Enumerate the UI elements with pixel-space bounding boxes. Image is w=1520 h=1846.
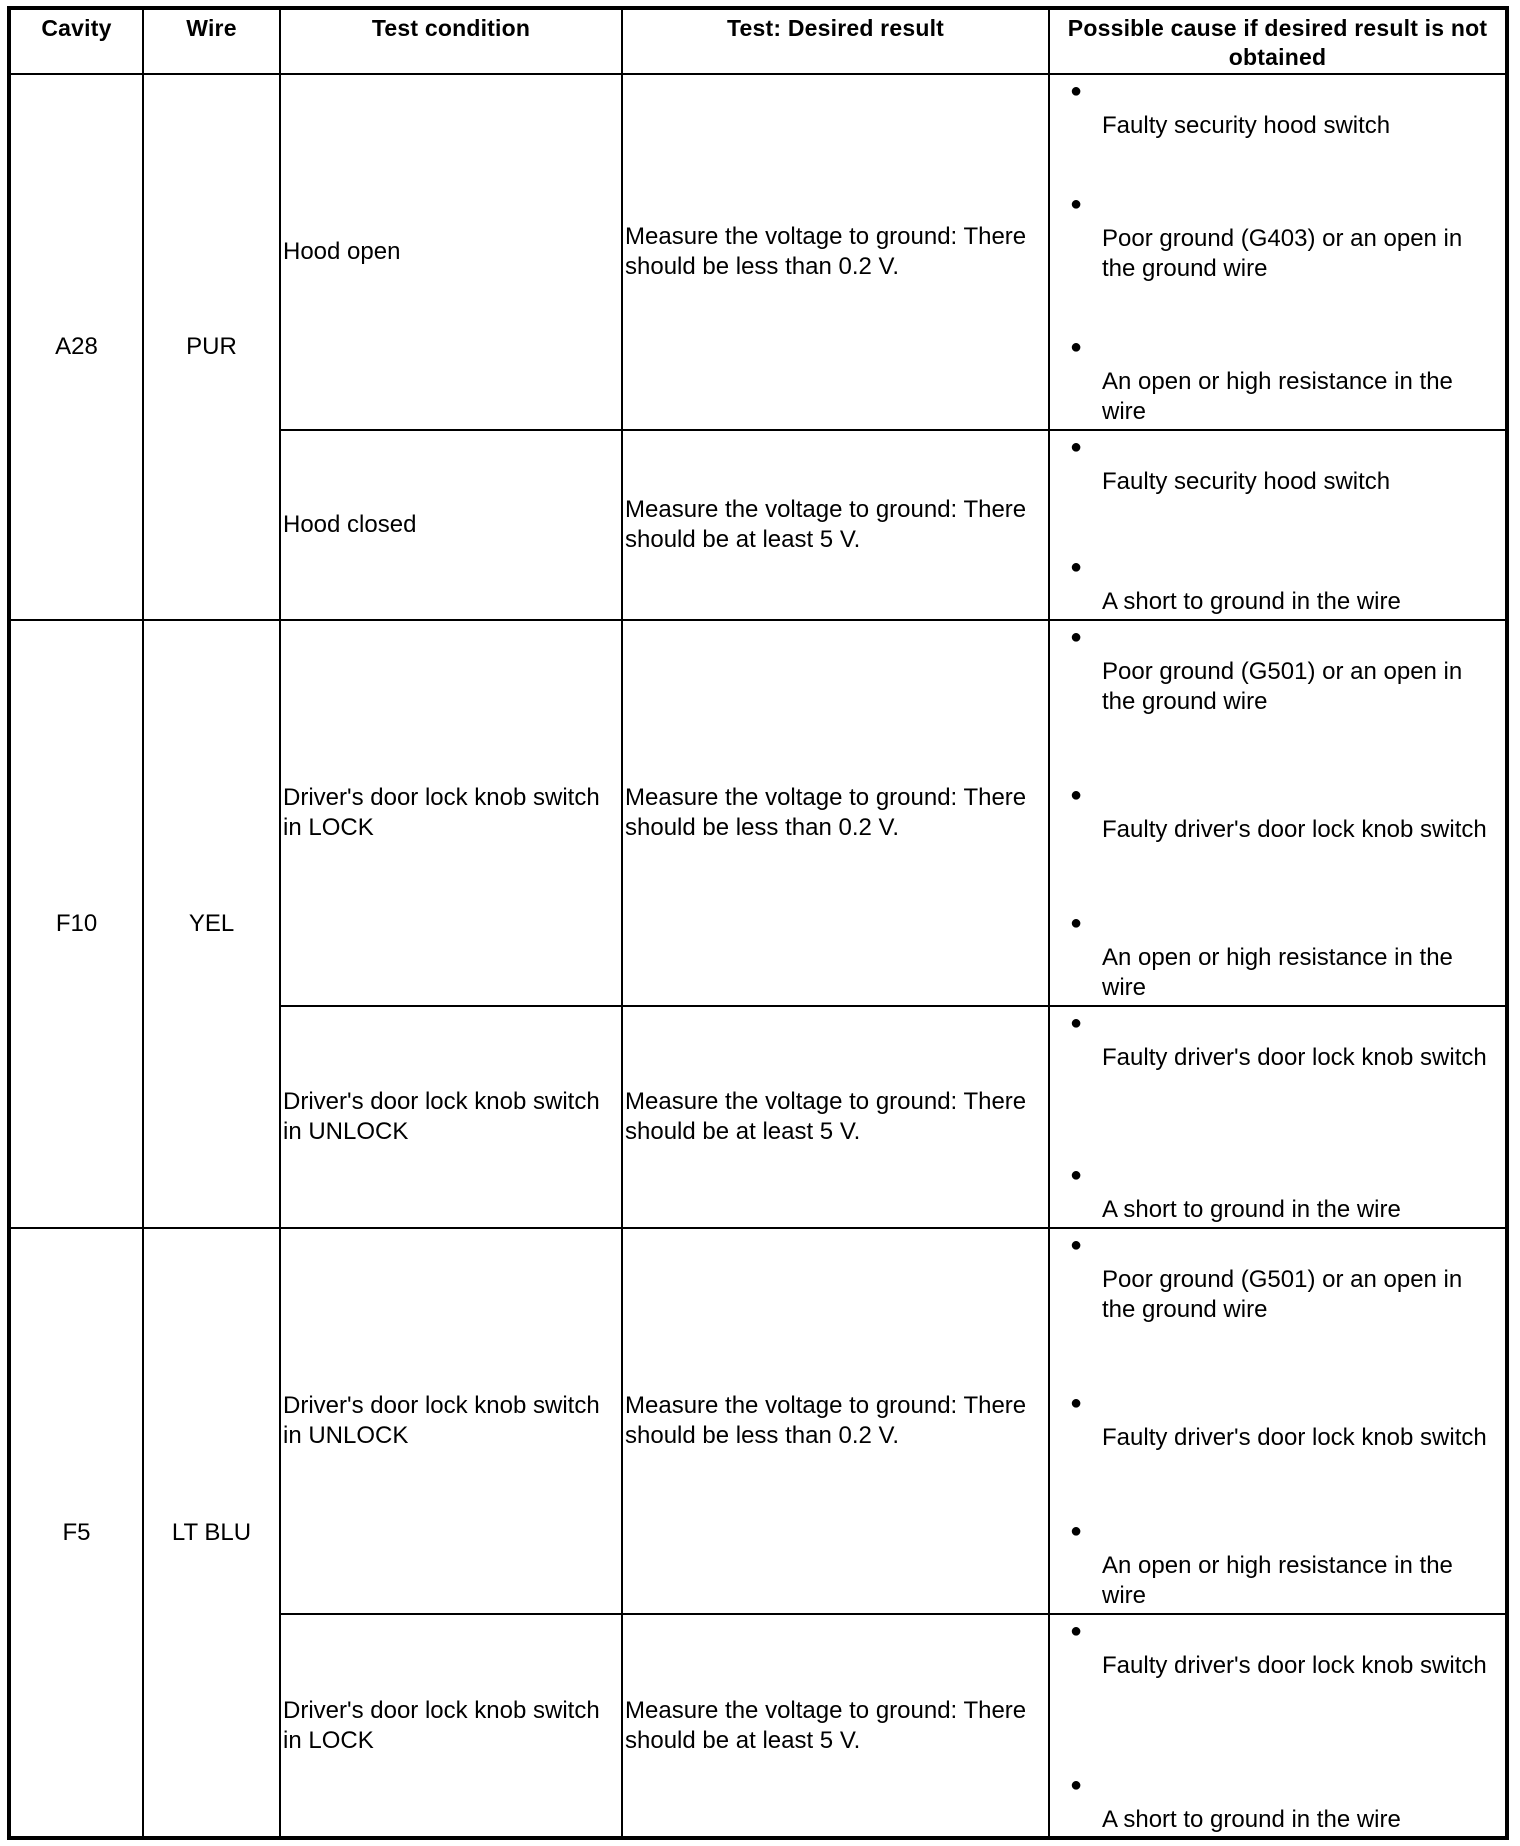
bullet-icon: ● <box>1070 1012 1083 1034</box>
cause-text: Faulty security hood switch <box>1102 468 1391 495</box>
bullet-icon: ● <box>1070 1164 1083 1186</box>
cavity-cell: A28 <box>9 74 143 620</box>
cause-item <box>1050 907 1505 1003</box>
cause-text: Faulty security hood switch <box>1102 112 1391 139</box>
possible-cause-cell <box>1049 620 1507 1006</box>
test-condition-cell: Driver's door lock knob switch in UNLOCK <box>280 1006 622 1228</box>
possible-cause-cell <box>1049 1228 1507 1614</box>
cause-text: A short to ground in the wire <box>1102 1806 1401 1833</box>
bullet-icon: ● <box>1070 1234 1083 1256</box>
cause-item <box>1050 1387 1505 1453</box>
table-row <box>9 1228 1507 1614</box>
test-condition-cell: Driver's door lock knob switch in UNLOCK <box>280 1228 622 1614</box>
wire-cell: PUR <box>143 74 280 620</box>
cause-text: A short to ground in the wire <box>1102 588 1401 615</box>
test-condition-cell: Driver's door lock knob switch in LOCK <box>280 620 622 1006</box>
header-possible-cause: Possible cause if desired result is not obtained <box>1049 8 1507 74</box>
cavity-cell: F5 <box>9 1228 143 1838</box>
cause-text: An open or high resistance in the wire <box>1102 944 1453 1001</box>
wire-cell: YEL <box>143 620 280 1228</box>
bullet-icon: ● <box>1070 436 1083 458</box>
possible-cause-cell <box>1049 1614 1507 1838</box>
bullet-icon: ● <box>1070 1774 1083 1796</box>
bullet-icon: ● <box>1070 336 1083 358</box>
cause-item <box>1050 431 1505 497</box>
header-wire: Wire <box>143 8 280 74</box>
wire-cell: LT BLU <box>143 1228 280 1838</box>
test-condition-cell: Driver's door lock knob switch in LOCK <box>280 1614 622 1838</box>
possible-cause-cell <box>1049 430 1507 620</box>
table-row <box>9 74 1507 430</box>
cause-item <box>1050 331 1505 427</box>
bullet-icon: ● <box>1070 80 1083 102</box>
header-row <box>9 8 1507 74</box>
bullet-icon: ● <box>1070 912 1083 934</box>
cause-text: An open or high resistance in the wire <box>1102 368 1453 425</box>
cause-text: Poor ground (G501) or an open in the ground wire <box>1102 1266 1463 1323</box>
possible-cause-cell <box>1049 1006 1507 1228</box>
cause-list <box>1050 1615 1505 1835</box>
header-cavity: Cavity <box>9 8 143 74</box>
desired-result-cell: Measure the voltage to ground: There should be less than 0.2 V. <box>622 1228 1049 1614</box>
cause-text: A short to ground in the wire <box>1102 1196 1401 1223</box>
bullet-icon: ● <box>1070 784 1083 806</box>
cause-text: Poor ground (G403) or an open in the ground wire <box>1102 225 1463 282</box>
cause-list <box>1050 621 1505 1003</box>
header-test-condition: Test condition <box>280 8 622 74</box>
desired-result-cell: Measure the voltage to ground: There should be at least 5 V. <box>622 430 1049 620</box>
test-table <box>7 6 1509 1840</box>
test-condition-cell: Hood closed <box>280 430 622 620</box>
test-condition-cell: Hood open <box>280 74 622 430</box>
bullet-icon: ● <box>1070 556 1083 578</box>
cause-list <box>1050 431 1505 617</box>
bullet-icon: ● <box>1070 1392 1083 1414</box>
table-row <box>9 620 1507 1006</box>
cause-text: An open or high resistance in the wire <box>1102 1552 1453 1609</box>
cause-text: Poor ground (G501) or an open in the ground wire <box>1102 658 1463 715</box>
cause-item <box>1050 1229 1505 1325</box>
cause-item <box>1050 621 1505 717</box>
cause-list <box>1050 75 1505 427</box>
cause-text: Faulty driver's door lock knob switch <box>1102 1424 1487 1451</box>
cause-item <box>1050 75 1505 141</box>
cause-text: Faulty driver's door lock knob switch <box>1102 1652 1487 1679</box>
desired-result-cell: Measure the voltage to ground: There should be at least 5 V. <box>622 1614 1049 1838</box>
cavity-cell: F10 <box>9 620 143 1228</box>
bullet-icon: ● <box>1070 626 1083 648</box>
cause-item <box>1050 1007 1505 1073</box>
cause-item <box>1050 1515 1505 1611</box>
desired-result-cell: Measure the voltage to ground: There should be at least 5 V. <box>622 1006 1049 1228</box>
cause-list <box>1050 1229 1505 1611</box>
header-desired-result: Test: Desired result <box>622 8 1049 74</box>
cause-list <box>1050 1007 1505 1225</box>
bullet-icon: ● <box>1070 1620 1083 1642</box>
cause-item <box>1050 188 1505 284</box>
cause-item <box>1050 779 1505 845</box>
cause-item <box>1050 1769 1505 1835</box>
bullet-icon: ● <box>1070 193 1083 215</box>
table-body <box>9 74 1507 1838</box>
possible-cause-cell <box>1049 74 1507 430</box>
cause-item <box>1050 1615 1505 1681</box>
desired-result-cell: Measure the voltage to ground: There should be less than 0.2 V. <box>622 74 1049 430</box>
bullet-icon: ● <box>1070 1520 1083 1542</box>
cause-text: Faulty driver's door lock knob switch <box>1102 816 1487 843</box>
desired-result-cell: Measure the voltage to ground: There should be less than 0.2 V. <box>622 620 1049 1006</box>
cause-item <box>1050 1159 1505 1225</box>
cause-item <box>1050 551 1505 617</box>
cause-text: Faulty driver's door lock knob switch <box>1102 1044 1487 1071</box>
